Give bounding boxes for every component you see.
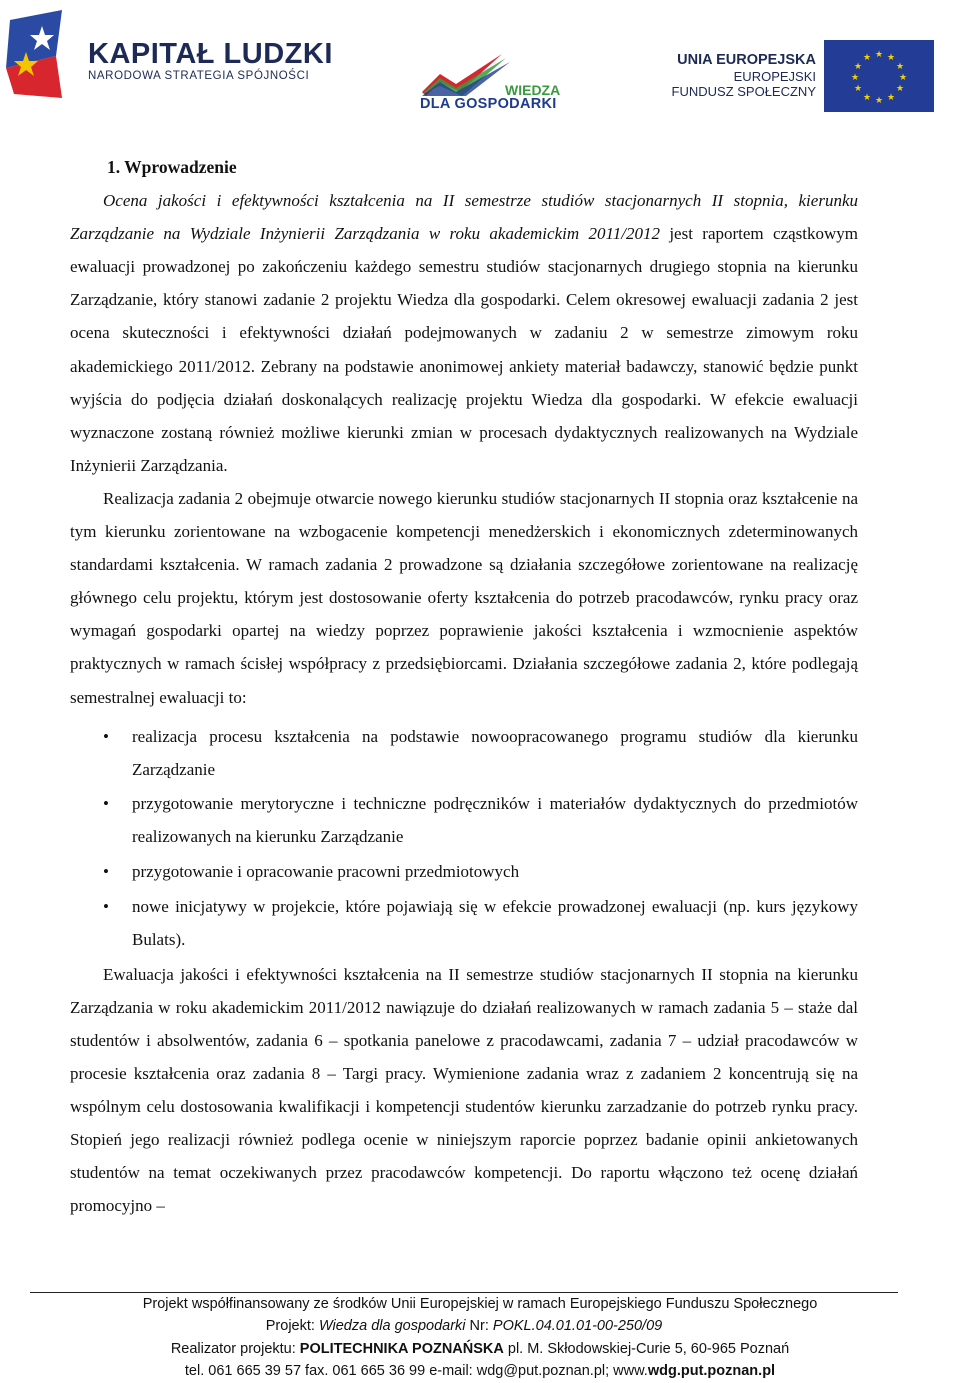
svg-text:★: ★ <box>853 84 863 94</box>
svg-text:★: ★ <box>898 73 908 83</box>
document-body <box>70 151 858 1223</box>
footer-cofinancing: Projekt współfinansowany ze środków Unii Europejskiej w ramach Europejskiego Funduszu Społecznego <box>142 1296 818 1312</box>
footer-project: Projekt: Wiedza dla gospodarki Nr: POKL.04.01.01-00-250/09 <box>265 1318 663 1335</box>
footer-project-title: Wiedza dla gospodarki <box>318 1318 466 1335</box>
footer-realizator: Realizator projektu: POLITECHNIKA POZNAŃSKA pl. M. Skłodowskiej-Curie 5, 60-965 Poznań <box>170 1340 790 1357</box>
intro-paragraph <box>70 184 858 482</box>
evaluation-paragraph <box>70 958 858 1223</box>
svg-text:★: ★ <box>853 62 863 72</box>
wiedza-dla-gospodarki-logo <box>412 52 572 117</box>
kapital-ludzki-emblem-icon <box>6 6 86 101</box>
kapital-ludzki-subtitle: NARODOWA STRATEGIA SPÓJNOŚCI <box>88 70 310 82</box>
bullet-icon: • <box>103 794 109 814</box>
intro-paragraph-text: jest raportem cząstkowym ewaluacji prowadzonej po zakończeniu każdego semestru studiów stacjonarnych drugiego stopnia na kierunku Zarządzanie, który stanowi zadanie 2 projektu Wiedza dla gospodarki. Celem okresowej ewaluacji zadania 2 jest ocena skuteczności i efektywności działań podejmowanych w zadaniu 2 w semestrze zimowym roku akademickiego 2011/2012. Zebrany na podstawie anonimowej ankiety materiał badawczy, stanowić będzie punkt wyjścia do podjęcia działań doskonalących realizację projektu Wiedza dla gospodarki. W efekcie ewaluacji wyznaczone zostaną również możliwe kierunki zmian w procesach dydaktycznych realizowanych na Wydziale Inżynierii Zarządzania. <box>70 224 858 475</box>
bullet-icon: • <box>103 861 109 881</box>
wiedza-line1: WIEDZA <box>505 82 561 98</box>
page-footer <box>0 1293 960 1383</box>
task-paragraph-text: Realizacja zadania 2 obejmuje otwarcie nowego kierunku studiów stacjonarnych II stopnia oraz kształcenie na tym kierunku zorientowane na wzbogacenie kompetencji menedżerskich i ekonomicznych zdeterminowanych standardami kształcenia. W ramach zadania 2 prowadzone są działania szczegółowe zorientowane na realizację głównego celu projektu, którym jest dostosowanie oferty kształcenia do potrzeb pracodawców, rynku pracy oraz wymagań gospodarki opartej na wiedzy poprzez poprawienie jakości kształcenia i wzmocnienie aspektów praktycznych w ramach ścisłej współpracy z przedsiębiorcami. Działania szczegółowe zadania 2, które podlegają semestralnej ewaluacji to: <box>70 488 858 707</box>
ue-line1: UNIA EUROPEJSKA <box>677 52 816 68</box>
unia-europejska-logo <box>660 18 940 118</box>
footer-project-number: POKL.04.01.01-00-250/09 <box>492 1318 663 1335</box>
svg-text:★: ★ <box>895 84 905 94</box>
footer-organization: POLITECHNIKA POZNAŃSKA <box>299 1340 504 1357</box>
intro-title-italic: Ocena jakości i efektywności kształcenia na II semestrze studiów stacjonarnych II stopnia, kierunku Zarządzanie na Wydziale Inżynierii Zarządzania w roku akademickim 2011/2012 <box>70 191 858 244</box>
eu-flag-icon <box>824 40 934 112</box>
list-item: • przygotowanie i opracowanie pracowni przedmiotowych <box>70 855 858 888</box>
svg-text:★: ★ <box>895 62 905 72</box>
svg-text:★: ★ <box>850 73 860 83</box>
svg-text:★: ★ <box>886 53 896 63</box>
svg-text:★: ★ <box>874 96 884 106</box>
evaluation-paragraph-text: Ewaluacja jakości i efektywności kształcenia na II semestrze studiów stacjonarnych II stopnia na kierunku Zarządzania w roku akademickim 2011/2012 nawiązuje do działań realizowanych w ramach zadania 5 – staże dal studentów i absolwentów, zadania 6 – spotkania panelowe z pracodawcami, zadania 7 – udział pracodawców w procesie kształcenia oraz zadania 8 – Targi pracy. Wymienione zadania wraz z zadaniem 2 koncentrują się na wspólnym celu dostosowania kwalifikacji i kompetencji studentów kierunku zarzadzanie do potrzeb rynku pracy. Stopień jego realizacji również podlega ocenie w niniejszym raporcie poprzez badanie opinii ankietowanych studentów na temat oczekiwanych przez pracodawców kompetencji. Do raportu włączono też ocenę działań promocyjno – <box>70 964 858 1216</box>
kapital-ludzki-logo <box>6 6 333 101</box>
wiedza-line2: DLA GOSPODARKI <box>420 96 557 112</box>
svg-text:★: ★ <box>862 53 872 63</box>
bullet-icon: • <box>103 726 109 746</box>
task-paragraph <box>70 482 858 714</box>
wiedza-chart-icon <box>412 52 512 96</box>
ue-line2: EUROPEJSKI <box>733 69 816 84</box>
list-item: • przygotowanie merytoryczne i techniczne podręczników i materiałów dydaktycznych do przedmiotów realizowanych na kierunku Zarządzanie <box>70 787 858 853</box>
ue-line3: FUNDUSZ SPOŁECZNY <box>671 84 816 99</box>
eu-stars <box>824 40 934 112</box>
svg-text:★: ★ <box>874 50 884 60</box>
svg-text:★: ★ <box>862 93 872 103</box>
svg-text:★: ★ <box>886 93 896 103</box>
section-heading: 1. Wprowadzenie <box>107 157 237 177</box>
activities-list <box>70 720 858 956</box>
bullet-icon: • <box>103 896 109 916</box>
list-item: • nowe inicjatywy w projekcie, które pojawiają się w efekcie prowadzonej ewaluacji (np. kurs językowy Bulats). <box>70 890 858 956</box>
list-item: • realizacja procesu kształcenia na podstawie nowoopracowanego programu studiów dla kierunku Zarządzanie <box>70 720 858 786</box>
footer-contact: tel. 061 665 39 57 fax. 061 665 36 99 e-mail: wdg@put.poznan.pl; www.wdg.put.poznan.pl <box>184 1363 776 1380</box>
kapital-ludzki-title: KAPITAŁ LUDZKI <box>88 38 333 70</box>
footer-website: wdg.put.poznan.pl <box>647 1363 776 1380</box>
